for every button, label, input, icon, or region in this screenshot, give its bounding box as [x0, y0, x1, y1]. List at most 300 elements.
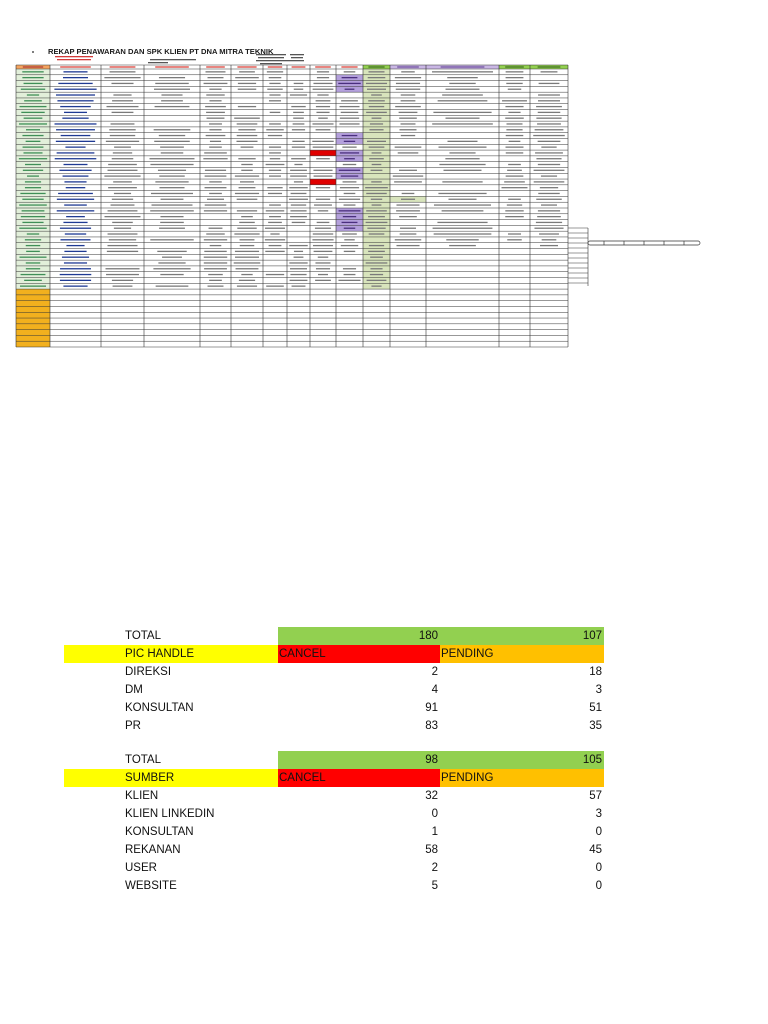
illegible-cell-text: [341, 112, 359, 113]
illegible-cell-text: [535, 152, 563, 153]
illegible-cell-text: [107, 106, 139, 107]
illegible-cell-text: [369, 106, 384, 107]
illegible-cell-text: [396, 89, 420, 90]
illegible-cell-text: [155, 181, 188, 182]
illegible-cell-text: [447, 77, 478, 78]
illegible-cell-text: [318, 118, 328, 119]
illegible-cell-text: [396, 210, 420, 211]
illegible-cell-text: [268, 193, 282, 194]
illegible-cell-text: [292, 146, 305, 147]
illegible-cell-text: [506, 77, 524, 78]
illegible-cell-text: [269, 100, 281, 101]
illegible-header-text: [23, 66, 43, 67]
illegible-cell-text: [113, 181, 132, 182]
illegible-cell-text: [160, 216, 183, 217]
illegible-cell-text: [238, 129, 255, 130]
table-row: [64, 859, 604, 877]
illegible-cell-text: [209, 181, 221, 182]
illegible-cell-text: [339, 123, 359, 124]
illegible-cell-text: [150, 210, 194, 211]
cell-fill: [16, 312, 50, 318]
illegible-cell-text: [106, 274, 139, 275]
sumber-summary-table: [64, 751, 604, 895]
illegible-cell-text: [506, 152, 523, 153]
illegible-cell-text: [203, 158, 227, 159]
illegible-cell-text: [150, 158, 195, 159]
cell-fill: [363, 173, 390, 179]
illegible-cell-text: [23, 152, 42, 153]
illegible-cell-text: [108, 164, 137, 165]
illegible-cell-text: [344, 204, 356, 205]
cancel-header: CANCEL: [278, 769, 440, 787]
illegible-cell-text: [291, 204, 306, 205]
illegible-cell-text: [369, 129, 383, 130]
illegible-cell-text: [65, 233, 86, 234]
illegible-cell-text: [26, 268, 40, 269]
illegible-cell-text: [60, 228, 91, 229]
illegible-cell-text: [161, 199, 184, 200]
illegible-cell-text: [241, 164, 252, 165]
illegible-cell-text: [292, 285, 306, 286]
illegible-cell-text: [209, 100, 221, 101]
illegible-cell-text: [107, 245, 137, 246]
illegible-cell-text: [541, 175, 557, 176]
illegible-cell-text: [294, 181, 303, 182]
illegible-cell-text: [265, 251, 284, 252]
illegible-cell-text: [22, 222, 43, 223]
total-cancel-value: 180: [278, 627, 440, 645]
illegible-cell-text: [368, 216, 385, 217]
illegible-cell-text: [369, 158, 384, 159]
illegible-cell-text: [399, 216, 417, 217]
illegible-cell-text: [504, 181, 525, 182]
illegible-cell-text: [342, 233, 357, 234]
illegible-cell-text: [370, 268, 382, 269]
illegible-cell-text: [339, 199, 360, 200]
illegible-cell-text: [162, 257, 182, 258]
illegible-header-text: [237, 66, 256, 67]
illegible-cell-text: [399, 112, 418, 113]
cell-fill: [16, 318, 50, 324]
illegible-cell-text: [24, 280, 42, 281]
illegible-cell-text: [235, 77, 259, 78]
illegible-cell-text: [290, 280, 308, 281]
illegible-cell-text: [64, 112, 87, 113]
illegible-cell-text: [206, 71, 226, 72]
illegible-cell-text: [312, 141, 333, 142]
illegible-text: [150, 59, 196, 60]
illegible-cell-text: [344, 193, 356, 194]
illegible-cell-text: [238, 89, 257, 90]
illegible-cell-text: [235, 193, 259, 194]
illegible-cell-text: [22, 71, 43, 72]
illegible-cell-text: [318, 257, 328, 258]
illegible-cell-text: [239, 187, 256, 188]
illegible-cell-text: [19, 257, 46, 258]
cell-fill: [16, 289, 50, 295]
illegible-cell-text: [66, 245, 84, 246]
illegible-cell-text: [538, 141, 561, 142]
group-header-row: [64, 645, 604, 663]
illegible-cell-text: [19, 158, 47, 159]
illegible-cell-text: [290, 268, 307, 269]
illegible-cell-text: [368, 77, 386, 78]
illegible-header-text: [155, 66, 189, 67]
illegible-cell-text: [205, 170, 226, 171]
illegible-cell-text: [235, 175, 259, 176]
illegible-cell-text: [26, 141, 41, 142]
illegible-header-text: [60, 66, 91, 67]
illegible-cell-text: [57, 152, 95, 153]
illegible-cell-text: [64, 181, 86, 182]
illegible-cell-text: [269, 83, 280, 84]
illegible-cell-text: [395, 106, 421, 107]
cell-fill: [16, 341, 50, 347]
illegible-cell-text: [432, 123, 493, 124]
cancel-count: 4: [431, 684, 438, 696]
illegible-cell-text: [27, 175, 39, 176]
illegible-header-text: [110, 66, 136, 67]
illegible-cell-text: [269, 170, 281, 171]
illegible-cell-text: [153, 268, 190, 269]
illegible-cell-text: [344, 141, 355, 142]
illegible-header-text: [268, 66, 282, 67]
illegible-cell-text: [368, 100, 385, 101]
illegible-cell-text: [104, 77, 140, 78]
illegible-cell-text: [535, 129, 564, 130]
illegible-cell-text: [239, 71, 255, 72]
illegible-cell-text: [106, 141, 139, 142]
illegible-cell-text: [112, 199, 133, 200]
illegible-cell-text: [56, 141, 95, 142]
illegible-cell-text: [313, 83, 332, 84]
illegible-header-text: [538, 66, 561, 67]
illegible-cell-text: [393, 175, 423, 176]
illegible-cell-text: [502, 187, 528, 188]
illegible-cell-text: [366, 193, 386, 194]
pending-count: 0: [595, 862, 602, 874]
illegible-cell-text: [207, 118, 225, 119]
illegible-cell-text: [159, 77, 185, 78]
illegible-cell-text: [209, 228, 223, 229]
illegible-cell-text: [315, 228, 331, 229]
pending-count: 0: [595, 880, 602, 892]
illegible-cell-text: [312, 123, 333, 124]
illegible-cell-text: [240, 239, 255, 240]
illegible-cell-text: [313, 233, 333, 234]
illegible-cell-text: [344, 71, 356, 72]
illegible-cell-text: [506, 129, 522, 130]
illegible-cell-text: [343, 181, 357, 182]
illegible-cell-text: [505, 210, 523, 211]
illegible-cell-text: [266, 164, 285, 165]
illegible-cell-text: [344, 158, 355, 159]
pending-count: 18: [589, 666, 602, 678]
illegible-cell-text: [57, 210, 95, 211]
illegible-cell-text: [235, 257, 259, 258]
illegible-cell-text: [269, 175, 281, 176]
illegible-cell-text: [270, 158, 280, 159]
total-cancel-value: 98: [278, 751, 440, 769]
illegible-cell-text: [112, 158, 134, 159]
illegible-cell-text: [209, 280, 222, 281]
illegible-cell-text: [241, 170, 252, 171]
illegible-cell-text: [112, 280, 133, 281]
illegible-cell-text: [289, 262, 307, 263]
illegible-cell-text: [506, 135, 524, 136]
illegible-cell-text: [443, 170, 481, 171]
illegible-cell-text: [318, 210, 328, 211]
illegible-cell-text: [204, 83, 228, 84]
illegible-cell-text: [449, 83, 475, 84]
illegible-cell-text: [536, 118, 561, 119]
illegible-cell-text: [396, 245, 419, 246]
illegible-cell-text: [369, 233, 385, 234]
illegible-cell-text: [24, 83, 43, 84]
illegible-cell-text: [507, 170, 522, 171]
illegible-cell-text: [64, 262, 87, 263]
illegible-cell-text: [161, 152, 183, 153]
illegible-cell-text: [293, 123, 305, 124]
illegible-cell-text: [25, 187, 41, 188]
cancel-header: CANCEL: [278, 645, 440, 663]
illegible-cell-text: [270, 233, 279, 234]
cancel-count: 5: [431, 880, 438, 892]
illegible-cell-text: [400, 233, 417, 234]
illegible-cell-text: [294, 257, 304, 258]
illegible-cell-text: [344, 274, 356, 275]
illegible-cell-text: [58, 193, 93, 194]
illegible-cell-text: [339, 170, 361, 171]
illegible-cell-text: [396, 204, 419, 205]
illegible-cell-text: [438, 193, 486, 194]
illegible-cell-text: [290, 210, 306, 211]
illegible-cell-text: [154, 129, 191, 130]
illegible-cell-text: [401, 100, 416, 101]
illegible-cell-text: [60, 106, 91, 107]
illegible-text: [256, 60, 290, 61]
illegible-cell-text: [538, 210, 560, 211]
illegible-cell-text: [394, 181, 422, 182]
illegible-cell-text: [294, 83, 304, 84]
illegible-cell-text: [205, 204, 227, 205]
illegible-cell-text: [442, 181, 482, 182]
illegible-cell-text: [367, 89, 386, 90]
illegible-cell-text: [236, 141, 257, 142]
illegible-cell-text: [241, 274, 252, 275]
illegible-cell-text: [536, 199, 561, 200]
illegible-cell-text: [399, 170, 417, 171]
illegible-text: [290, 60, 304, 61]
illegible-cell-text: [371, 285, 381, 286]
illegible-cell-text: [108, 187, 137, 188]
illegible-cell-text: [542, 239, 557, 240]
illegible-cell-text: [317, 94, 328, 95]
illegible-cell-text: [313, 146, 334, 147]
illegible-header-text: [341, 66, 357, 67]
cancel-count: 83: [425, 720, 438, 732]
illegible-cell-text: [294, 89, 303, 90]
illegible-cell-text: [372, 204, 382, 205]
illegible-cell-text: [25, 239, 41, 240]
illegible-cell-text: [113, 285, 133, 286]
illegible-cell-text: [538, 164, 560, 165]
illegible-cell-text: [114, 193, 131, 194]
illegible-cell-text: [234, 233, 259, 234]
illegible-cell-text: [59, 170, 91, 171]
illegible-cell-text: [234, 262, 261, 263]
illegible-cell-text: [314, 175, 333, 176]
illegible-cell-text: [63, 77, 88, 78]
illegible-cell-text: [508, 164, 521, 165]
illegible-cell-text: [19, 228, 46, 229]
cancel-count: 2: [431, 862, 438, 874]
illegible-cell-text: [316, 268, 330, 269]
illegible-cell-text: [64, 204, 87, 205]
illegible-cell-text: [434, 233, 492, 234]
illegible-cell-text: [266, 129, 283, 130]
illegible-cell-text: [316, 112, 329, 113]
illegible-cell-text: [23, 170, 43, 171]
illegible-cell-text: [154, 141, 190, 142]
illegible-cell-text: [204, 257, 227, 258]
illegible-cell-text: [316, 106, 330, 107]
illegible-cell-text: [21, 89, 45, 90]
illegible-cell-text: [156, 285, 189, 286]
illegible-cell-text: [26, 262, 40, 263]
illegible-cell-text: [505, 118, 523, 119]
illegible-cell-text: [370, 123, 383, 124]
illegible-cell-text: [401, 135, 415, 136]
illegible-cell-text: [56, 94, 95, 95]
illegible-cell-text: [206, 135, 226, 136]
illegible-cell-text: [533, 135, 565, 136]
illegible-cell-text: [536, 222, 562, 223]
illegible-cell-text: [343, 164, 356, 165]
illegible-cell-text: [447, 141, 477, 142]
illegible-cell-text: [534, 228, 563, 229]
total-row: [64, 627, 604, 645]
table-row: [64, 663, 604, 681]
illegible-cell-text: [204, 262, 227, 263]
illegible-cell-text: [55, 123, 97, 124]
illegible-cell-text: [269, 77, 282, 78]
illegible-cell-text: [445, 158, 479, 159]
illegible-text: [148, 62, 168, 63]
row-label: DIREKSI: [125, 666, 172, 678]
illegible-cell-text: [157, 251, 186, 252]
illegible-cell-text: [539, 83, 560, 84]
illegible-cell-text: [66, 187, 86, 188]
document-title: REKAP PENAWARAN DAN SPK KLIEN PT DNA MITRA TEKNIK: [48, 47, 274, 56]
illegible-cell-text: [338, 280, 360, 281]
illegible-cell-text: [267, 89, 282, 90]
illegible-cell-text: [290, 175, 307, 176]
cell-fill: [16, 306, 50, 312]
illegible-cell-text: [269, 123, 281, 124]
illegible-cell-text: [113, 94, 131, 95]
illegible-cell-text: [234, 118, 260, 119]
illegible-cell-text: [106, 268, 140, 269]
illegible-cell-text: [366, 112, 387, 113]
illegible-header-text: [397, 66, 419, 67]
cell-fill: [16, 330, 50, 336]
illegible-cell-text: [208, 77, 224, 78]
illegible-cell-text: [317, 77, 329, 78]
illegible-cell-text: [240, 181, 254, 182]
illegible-cell-text: [237, 135, 258, 136]
illegible-cell-text: [506, 83, 522, 84]
illegible-cell-text: [400, 228, 416, 229]
illegible-cell-text: [269, 94, 280, 95]
row-label: WEBSITE: [125, 880, 177, 892]
illegible-cell-text: [65, 146, 85, 147]
row-label: DM: [125, 684, 143, 696]
illegible-cell-text: [400, 129, 417, 130]
illegible-cell-text: [506, 175, 524, 176]
group-label: SUMBER: [64, 769, 278, 787]
illegible-cell-text: [290, 274, 306, 275]
illegible-cell-text: [25, 181, 41, 182]
illegible-cell-text: [290, 94, 307, 95]
illegible-cell-text: [159, 175, 184, 176]
cell-fill: [310, 150, 336, 156]
illegible-cell-text: [235, 251, 259, 252]
illegible-cell-text: [150, 239, 193, 240]
illegible-cell-text: [62, 257, 89, 258]
illegible-cell-text: [61, 135, 91, 136]
illegible-cell-text: [63, 71, 87, 72]
illegible-cell-text: [294, 164, 302, 165]
illegible-cell-text: [110, 71, 136, 72]
illegible-cell-text: [313, 89, 334, 90]
illegible-cell-text: [19, 123, 47, 124]
illegible-cell-text: [290, 170, 307, 171]
illegible-cell-text: [160, 222, 184, 223]
illegible-cell-text: [239, 222, 255, 223]
illegible-cell-text: [241, 146, 254, 147]
illegible-cell-text: [317, 71, 329, 72]
illegible-cell-text: [293, 118, 304, 119]
illegible-cell-text: [446, 89, 480, 90]
illegible-cell-text: [539, 233, 559, 234]
illegible-cell-text: [20, 106, 47, 107]
illegible-cell-text: [401, 94, 416, 95]
illegible-cell-text: [108, 170, 138, 171]
illegible-cell-text: [433, 228, 493, 229]
illegible-cell-text: [159, 228, 185, 229]
table-row: [64, 841, 604, 859]
illegible-cell-text: [538, 100, 560, 101]
illegible-text: [258, 57, 284, 58]
illegible-cell-text: [366, 210, 387, 211]
row-label: REKANAN: [125, 844, 181, 856]
illegible-cell-text: [506, 123, 522, 124]
illegible-cell-text: [238, 83, 256, 84]
illegible-text: [260, 63, 282, 64]
illegible-cell-text: [158, 170, 186, 171]
illegible-cell-text: [541, 71, 558, 72]
illegible-cell-text: [342, 146, 356, 147]
illegible-cell-text: [22, 77, 43, 78]
illegible-cell-text: [104, 216, 140, 217]
illegible-cell-text: [370, 257, 383, 258]
illegible-cell-text: [438, 100, 488, 101]
cell-fill: [16, 324, 50, 330]
illegible-cell-text: [22, 135, 43, 136]
illegible-cell-text: [368, 251, 385, 252]
row-label: KLIEN: [125, 790, 159, 802]
